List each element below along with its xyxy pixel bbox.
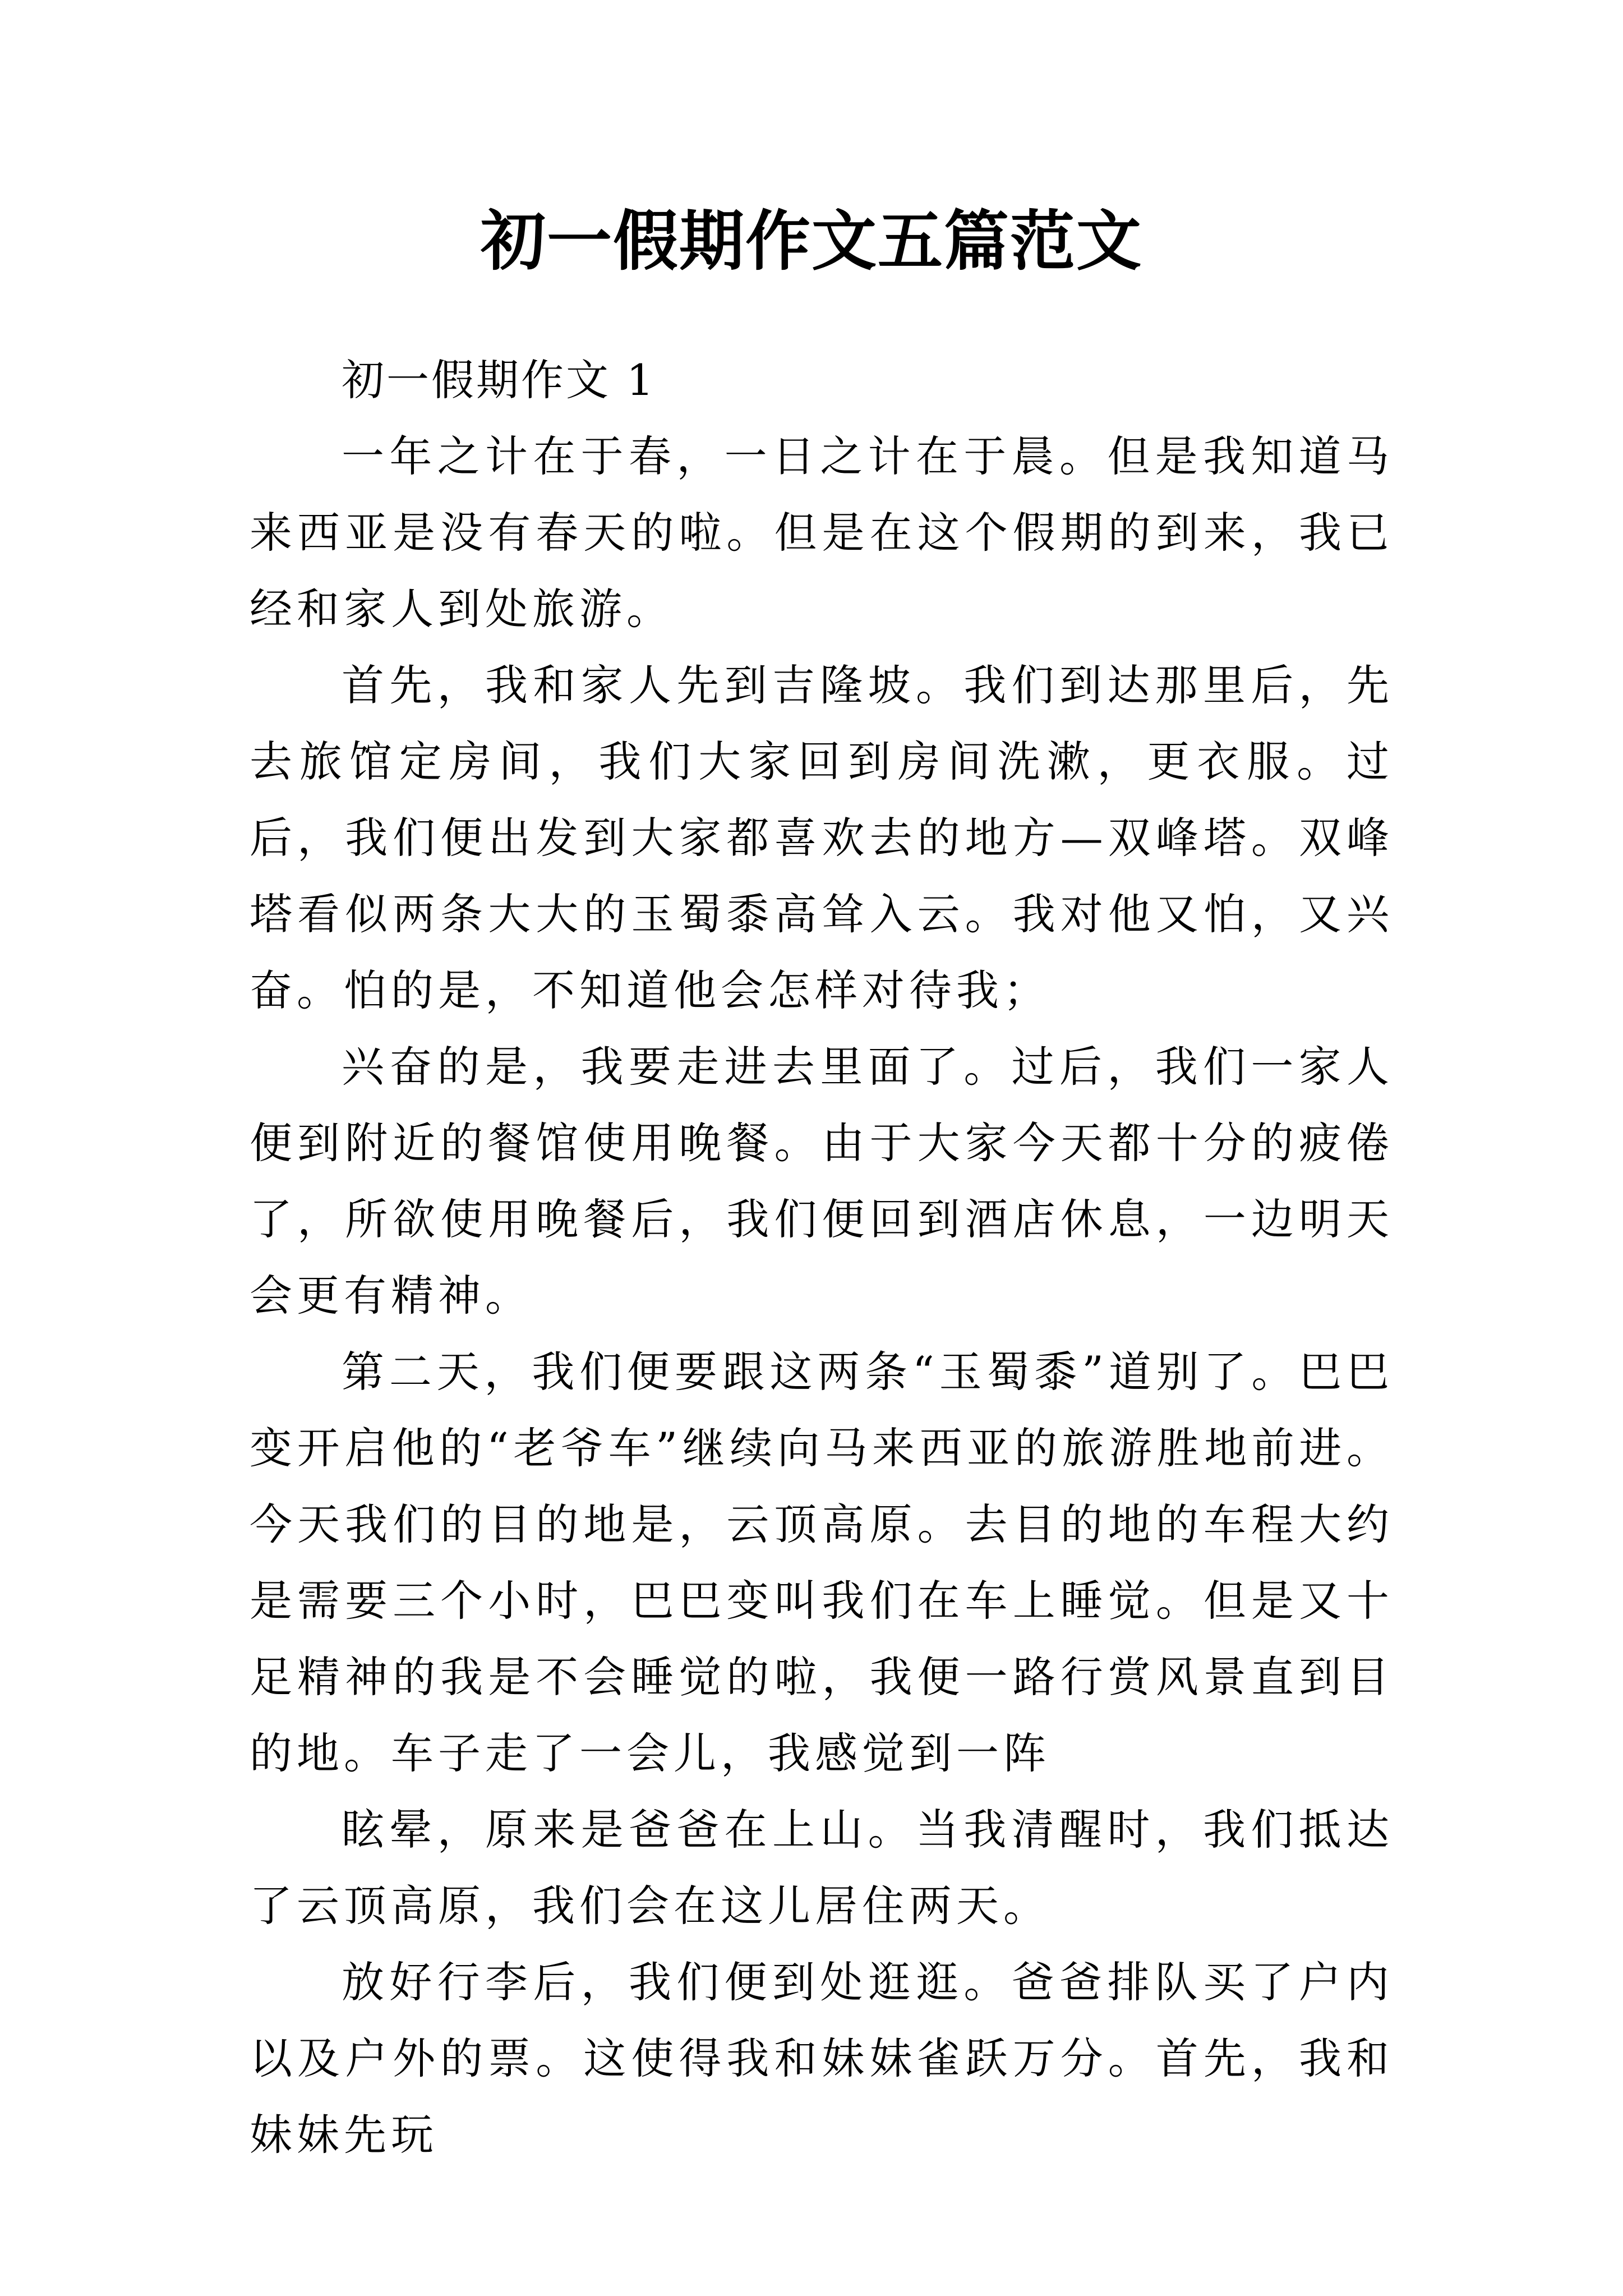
section-heading: 初一假期作文 1 xyxy=(342,355,656,405)
paragraph: 放好行李后，我们便到处逛逛。爸爸排队买了户内以及户外的票。这使得我和妹妹雀跃万分。首先，我和妹妹先玩 xyxy=(250,1957,1394,2160)
document-title: 初一假期作文五篇范文 xyxy=(481,203,1142,279)
paragraph: 第二天，我们便要跟这两条“玉蜀黍”道别了。巴巴变开启他的“老爷车”继续向马来西亚的旅游胜地前进。今天我们的目的地是，云顶高原。去目的地的车程大约是需要三个小时，巴巴变叫我们在车上睡觉。但是又十足精神的我是不会睡觉的啦，我便一路行赏风景直到目的地。车子走了一会儿，我感觉到一阵 xyxy=(250,1347,1394,1778)
document-body xyxy=(250,342,1394,2173)
paragraph: 兴奋的是，我要走进去里面了。过后，我们一家人便到附近的餐馆使用晚餐。由于大家今天都十分的疲倦了，所欲使用晚餐后，我们便回到酒店休息，一边明天会更有精神。 xyxy=(250,1042,1394,1320)
paragraph: 首先，我和家人先到吉隆坡。我们到达那里后，先去旅馆定房间，我们大家回到房间洗漱，更衣服。过后，我们便出发到大家都喜欢去的地方—双峰塔。双峰塔看似两条大大的玉蜀黍高耸入云。我对他又怕，又兴奋。怕的是，不知道他会怎样对待我； xyxy=(250,660,1394,1015)
paragraph: 一年之计在于春，一日之计在于晨。但是我知道马来西亚是没有春天的啦。但是在这个假期的到来，我已经和家人到处旅游。 xyxy=(250,431,1394,634)
paragraph: 眩晕，原来是爸爸在上山。当我清醒时，我们抵达了云顶高原，我们会在这儿居住两天。 xyxy=(250,1805,1394,1931)
